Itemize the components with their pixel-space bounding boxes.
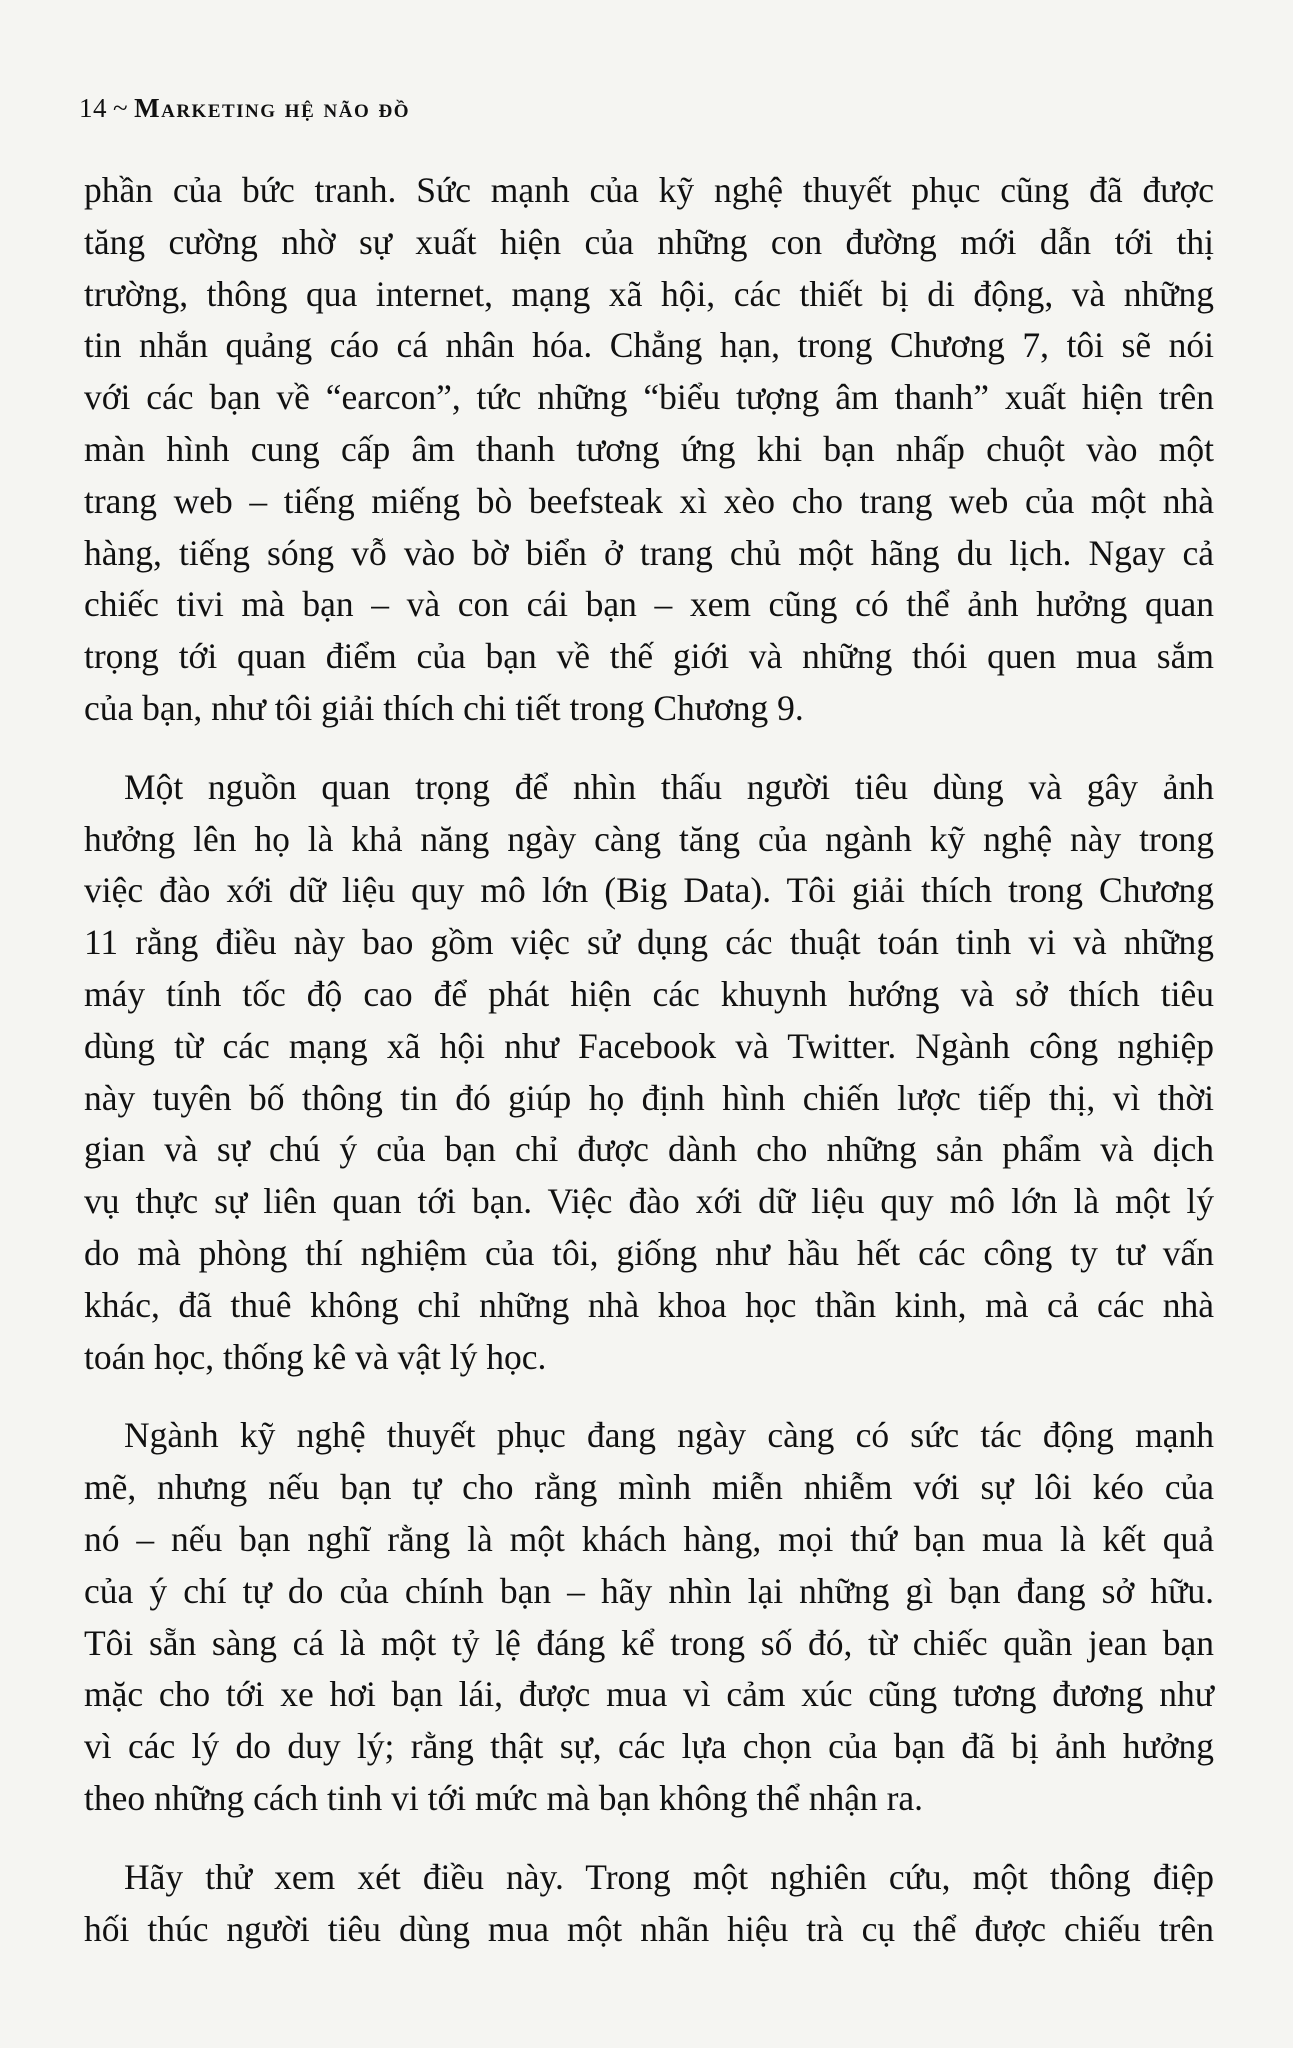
text-line: tăng cường nhờ sự xuất hiện của những con đường mới dẫn tới thị	[84, 221, 1214, 262]
paragraph-2	[84, 762, 1214, 1384]
text-line: trang web – tiếng miếng bò beefsteak xì xèo cho trang web của một nhà	[84, 480, 1214, 521]
text-line: theo những cách tinh vi tới mức mà bạn không thể nhận ra.	[84, 1777, 924, 1818]
page-number: 14	[79, 93, 107, 123]
text-line: chiếc tivi mà bạn – và con cái bạn – xem cũng có thể ảnh hưởng quan	[84, 584, 1214, 625]
text-line: mặc cho tới xe hơi bạn lái, được mua vì cảm xúc cũng tương đương như	[84, 1674, 1214, 1715]
book-title: Marketing hệ não đồ	[134, 93, 410, 123]
paragraph-3	[84, 1410, 1214, 1824]
text-line: Tôi sẵn sàng cá là một tỷ lệ đáng kể trong số đó, từ chiếc quần jean bạn	[84, 1622, 1214, 1663]
text-line: hối thúc người tiêu dùng mua một nhãn hiệu trà cụ thể được chiếu trên	[84, 1908, 1214, 1949]
text-line: tin nhắn quảng cáo cá nhân hóa. Chẳng hạn, trong Chương 7, tôi sẽ nói	[84, 325, 1214, 366]
running-head	[79, 93, 410, 124]
text-line: hưởng lên họ là khả năng ngày càng tăng của ngành kỹ nghệ này trong	[84, 818, 1214, 859]
text-line: việc đào xới dữ liệu quy mô lớn (Big Data). Tôi giải thích trong Chương	[84, 870, 1214, 911]
text-line: vụ thực sự liên quan tới bạn. Việc đào xới dữ liệu quy mô lớn là một lý	[84, 1181, 1214, 1222]
text-line: mẽ, nhưng nếu bạn tự cho rằng mình miễn nhiễm với sự lôi kéo của	[84, 1467, 1214, 1508]
text-line: này tuyên bố thông tin đó giúp họ định hình chiến lược tiếp thị, vì thời	[84, 1077, 1214, 1118]
text-line: nó – nếu bạn nghĩ rằng là một khách hàng, mọi thứ bạn mua là kết quả	[84, 1518, 1214, 1559]
text-line: màn hình cung cấp âm thanh tương ứng khi bạn nhấp chuột vào một	[84, 428, 1214, 469]
text-line: Hãy thử xem xét điều này. Trong một nghiên cứu, một thông điệp	[124, 1856, 1214, 1897]
paragraph-4	[84, 1852, 1214, 1956]
text-line: trường, thông qua internet, mạng xã hội, các thiết bị di động, và những	[84, 273, 1214, 314]
text-line: vì các lý do duy lý; rằng thật sự, các lựa chọn của bạn đã bị ảnh hưởng	[84, 1726, 1214, 1767]
text-line: với các bạn về “earcon”, tức những “biểu tượng âm thanh” xuất hiện trên	[84, 377, 1214, 418]
text-line: do mà phòng thí nghiệm của tôi, giống như hầu hết các công ty tư vấn	[84, 1232, 1214, 1273]
text-line: toán học, thống kê và vật lý học.	[84, 1336, 547, 1377]
running-head-separator: ~	[113, 93, 129, 123]
text-line: 11 rằng điều này bao gồm việc sử dụng các thuật toán tinh vi và những	[84, 922, 1214, 963]
text-line: trọng tới quan điểm của bạn về thế giới và những thói quen mua sắm	[84, 636, 1214, 677]
text-line: Ngành kỹ nghệ thuyết phục đang ngày càng có sức tác động mạnh	[124, 1415, 1214, 1456]
text-line: hàng, tiếng sóng vỗ vào bờ biển ở trang chủ một hãng du lịch. Ngay cả	[84, 532, 1214, 573]
text-line: máy tính tốc độ cao để phát hiện các khuynh hướng và sở thích tiêu	[84, 973, 1214, 1014]
body-text	[84, 165, 1214, 1955]
text-line: Một nguồn quan trọng để nhìn thấu người tiêu dùng và gây ảnh	[124, 766, 1214, 807]
text-line: khác, đã thuê không chỉ những nhà khoa học thần kinh, mà cả các nhà	[84, 1284, 1214, 1325]
paragraph-1	[84, 165, 1214, 735]
text-line: gian và sự chú ý của bạn chỉ được dành cho những sản phẩm và dịch	[84, 1129, 1214, 1170]
text-line: của bạn, như tôi giải thích chi tiết trong Chương 9.	[84, 687, 804, 728]
text-line: của ý chí tự do của chính bạn – hãy nhìn lại những gì bạn đang sở hữu.	[84, 1570, 1214, 1611]
text-line: dùng từ các mạng xã hội như Facebook và Twitter. Ngành công nghiệp	[84, 1025, 1214, 1066]
text-line: phần của bức tranh. Sức mạnh của kỹ nghệ thuyết phục cũng đã được	[84, 170, 1214, 210]
